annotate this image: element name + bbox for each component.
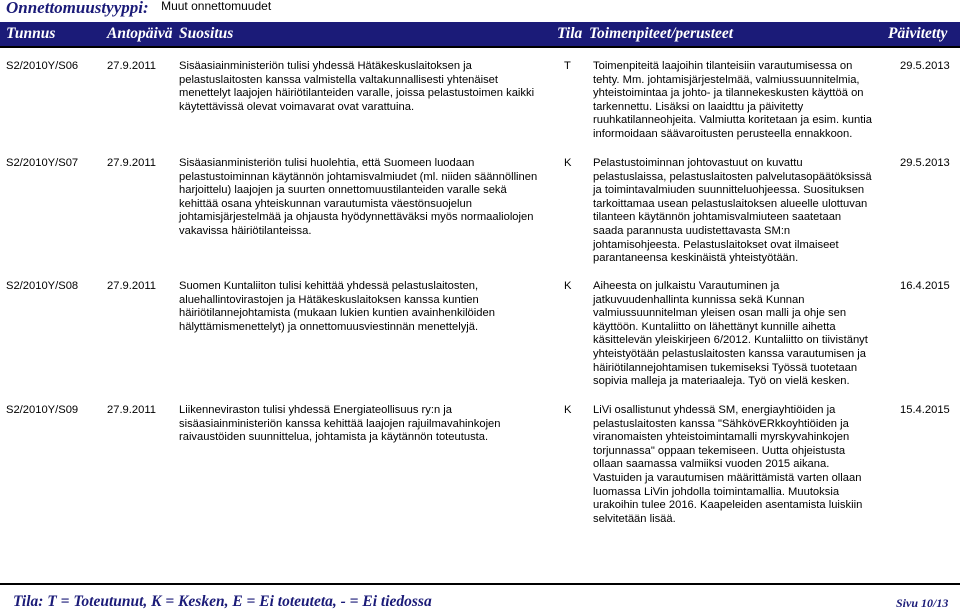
row-status: K xyxy=(564,280,572,292)
row-actions: Pelastustoiminnan johtovastuut on kuvattu pelastuslaissa, pelastuslaitosten palvelutasopäätöksissä ja toimintavalmiuden suunnitteluohjeessa. Suosituksen tarkoittamaa usean pelastuslaitoksen alueelle ulottuvan tilanteen käytännön johtamisvalmiuteen saatetaan saada parannusta uudistettavasta SM:n johtamisohjeesta. Pelastuslaitokset ovat ilmaiseet parantaneensa keskinäistä yhteistyötään. xyxy=(593,157,872,265)
page-number: Sivu 10/13 xyxy=(896,596,949,610)
table-header xyxy=(0,22,960,46)
row-recommendation: Sisäasianministeriön tulisi huolehtia, että Suomeen luodaan pelastustoiminnan käytännön johtamisvalmiudet (ml. niiden säännöllinen harjoittelu) laajojen ja suurten onnettomuustilanteiden varalle sekä kehittää osana yhteiskunnan varautumista väestönsuojelun johtamisjärjestelmää ja ohjausta hyödynnettäväksi myös normaaliolojen vakavissa häiriötilanteissa. xyxy=(179,157,538,237)
row-date: 27.9.2011 xyxy=(107,157,156,169)
column-header-recommendation: Suositus xyxy=(179,25,234,42)
row-date: 27.9.2011 xyxy=(107,404,156,416)
row-id: S2/2010Y/S08 xyxy=(6,280,79,292)
row-date: 27.9.2011 xyxy=(107,60,156,72)
row-status: K xyxy=(564,157,572,169)
column-header-actions: Toimenpiteet/perusteet xyxy=(589,25,734,42)
report-type-bar xyxy=(6,0,271,18)
column-header-status: Tila xyxy=(557,25,583,42)
row-updated: 29.5.2013 xyxy=(900,157,950,169)
column-header-updated: Päivitetty xyxy=(888,25,948,42)
accident-type-value: Muut onnettomuudet xyxy=(161,0,272,13)
row-recommendation: Suomen Kuntaliiton tulisi kehittää yhdessä pelastuslaitosten, aluehallintovirastojen ja Hätäkeskuslaitoksen kanssa kuntien häiriötilannejohtamista (mukaan lukien kuntien avainhenkilöiden hälyttämismenettelyt) ja onnettomuusviestinnän menettelyjä. xyxy=(179,280,495,333)
accident-type-label: Onnettomuustyyppi: xyxy=(6,0,149,17)
row-status: K xyxy=(564,404,572,416)
row-status: T xyxy=(564,60,571,72)
row-id: S2/2010Y/S06 xyxy=(6,60,79,72)
row-recommendation: Liikenneviraston tulisi yhdessä Energiateollisuus ry:n ja sisäasiainministeriön kanssa kehittää laajojen rajuilmavahinkojen raivaustöiden suunnittelua, johtamista ja käytännön toteutusta. xyxy=(179,404,501,444)
row-date: 27.9.2011 xyxy=(107,280,156,292)
row-updated: 29.5.2013 xyxy=(900,60,950,72)
column-header-id: Tunnus xyxy=(6,25,56,42)
row-actions: LiVi osallistunut yhdessä SM, energiayhtiöiden ja pelastuslaitosten kanssa "SähkövERkkoyhtiöiden ja viranomaisten yhteistoimintamalli myrskyvahinkojen torjunnassa" oppaan tekemiseen. Uutta ohjeistusta ollaan saamassa valmiiksi vuoden 2015 aikana. Vastuiden ja varautumisen määrittämistä varten ollaan luomassa LiVin johdolla toimintamallia. Muutoksia urakoihin tulee 2016. Kaapeleiden asentamista luiskiin selvitetään lisää. xyxy=(593,404,863,525)
row-id: S2/2010Y/S09 xyxy=(6,404,79,416)
header-divider xyxy=(0,46,960,48)
row-id: S2/2010Y/S07 xyxy=(6,157,79,169)
column-header-date: Antopäivä xyxy=(107,25,173,42)
row-actions: Aiheesta on julkaistu Varautuminen ja jatkuvuudenhallinta kunnissa sekä Kunnan valmiussuunnitelman yleisen osan malli ja ohje sen käyttöön. Kuntaliitto on lähettänyt kunnille aihetta käsittelevän yleiskirjeen 6/2012. Kuntaliitto on tiivistänyt yhteistyötään pelastuslaitosten kanssa varautumisen ja häiriötilannejohtamisen tukemiseksi Työssä tuotetaan sopivia malleja ja materiaaleja. Työ on vielä kesken. xyxy=(593,280,868,388)
row-recommendation: Sisäasiainministeriön tulisi yhdessä Hätäkeskuslaitoksen ja pelastuslaitosten kanssa valmistella valtakunnallisesti yhtenäiset menettelyt laajojen häiriötilanteiden varalle, joissa pelastustoimen kaikki käytettävissä olevat voimavarat ovat varattuina. xyxy=(179,60,535,113)
status-legend: Tila: T = Toteutunut, K = Kesken, E = Ei toteuteta, - = Ei tiedossa xyxy=(13,593,432,610)
footer-divider xyxy=(0,583,960,585)
row-actions: Toimenpiteitä laajoihin tilanteisiin varautumisessa on tehty. Mm. johtamisjärjestelmää, valmiussuunnitelmia, yhteistoimintaa ja johto- ja tilannekeskusten käyttöä on tarkennettu. Lisäksi on laaidttu ja päivitetty ruuhkatilanneohjeita. Valmiutta koritetaan ja esim. kuntia informoidaan säävaroitusten perusteella ennakkoon. xyxy=(593,60,873,140)
row-updated: 15.4.2015 xyxy=(900,404,950,416)
row-updated: 16.4.2015 xyxy=(900,280,950,292)
